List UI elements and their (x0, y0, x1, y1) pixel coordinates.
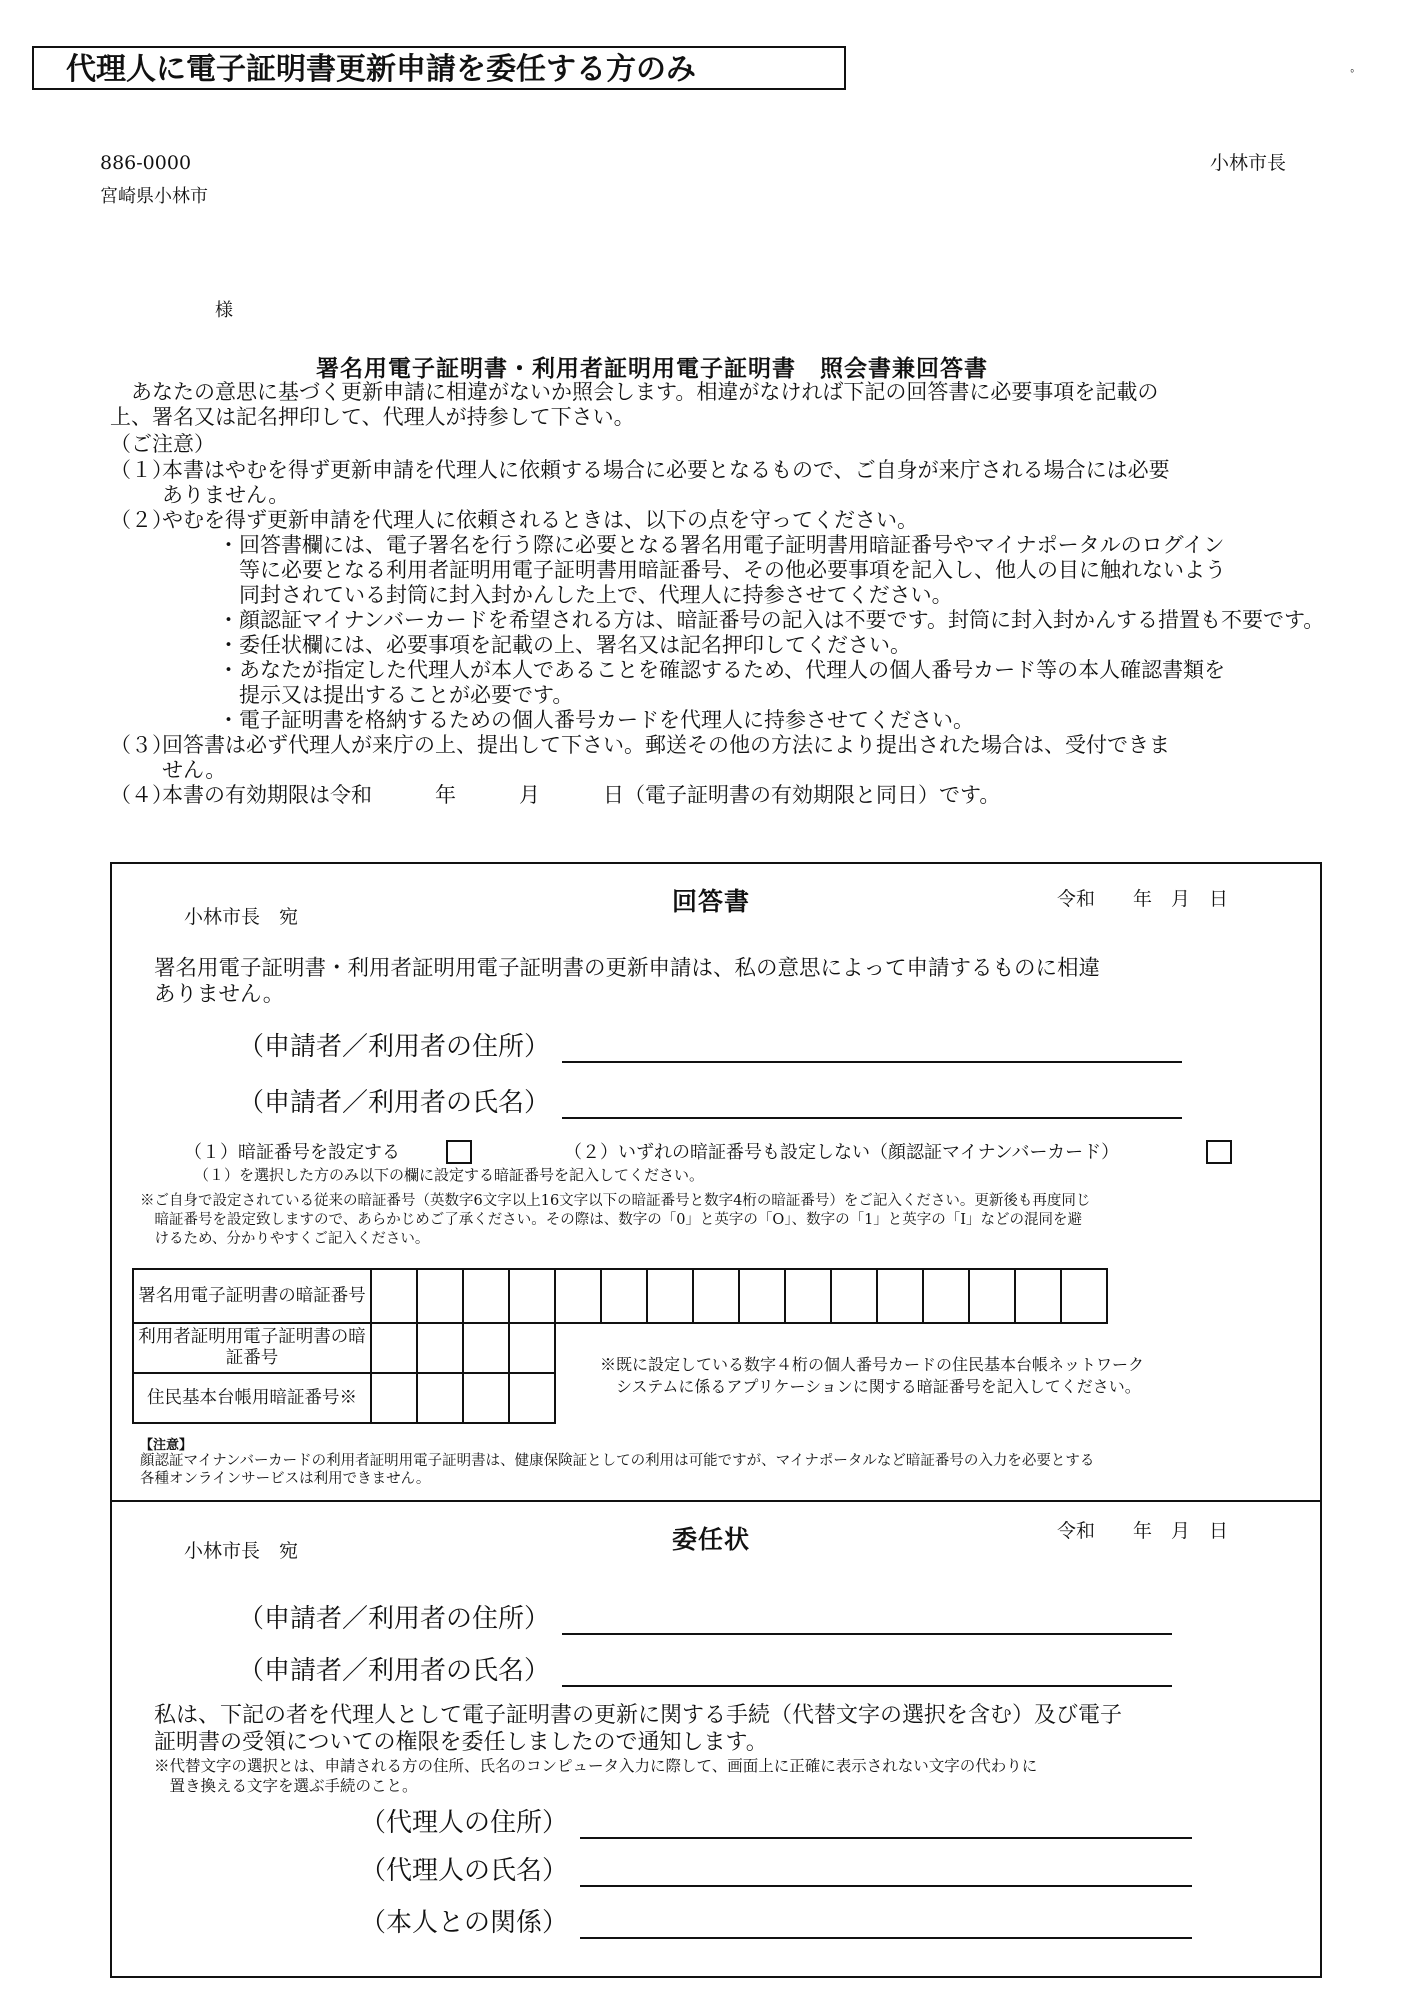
document-header: 代理人に電子証明書更新申請を委任する方のみ (32, 46, 846, 90)
option-no-pin-label: （２）いずれの暗証番号も設定しない（顔認証マイナンバーカード） (564, 1142, 1120, 1163)
note-line: 提示又は提出することが必要です。 (218, 683, 574, 707)
note-item (110, 783, 1340, 808)
caution-heading: 【注意】 (140, 1438, 193, 1453)
note-line: 等に必要となる利用者証明用電子証明書用暗証番号、その他必要事項を記入し、他人の目に触れないよう (218, 558, 1226, 582)
pin-side-note (600, 1354, 1144, 1398)
proxy-addressee: 小林市長 宛 (184, 1540, 299, 1562)
note-item (110, 458, 1340, 508)
notes-heading: （ご注意） (110, 432, 215, 456)
corner-mark: ﾟ (1350, 69, 1357, 85)
signature-pin-cell[interactable] (739, 1269, 785, 1323)
signature-pin-cell[interactable] (555, 1269, 601, 1323)
pin-table (132, 1268, 1108, 1424)
user-pin-cell[interactable] (417, 1323, 463, 1373)
user-pin-cell[interactable] (371, 1323, 417, 1373)
proxy-statement (154, 1702, 1122, 1756)
note-line: せん。 (162, 758, 227, 782)
signature-pin-cell[interactable] (877, 1269, 923, 1323)
pin-side-note-line: システムに係るアプリケーションに関する暗証番号を記入してください。 (600, 1377, 1141, 1396)
note-line: 本書の有効期限は令和 年 月 日（電子証明書の有効期限と同日）です。 (162, 783, 1001, 807)
option1-note: （１）を選択した方のみ以下の欄に設定する暗証番号を記入してください。 (194, 1166, 705, 1184)
answer-statement-line: ありません。 (154, 982, 285, 1007)
proxy-section (110, 1500, 1322, 1978)
signature-pin-cell[interactable] (417, 1269, 463, 1323)
applicant-address-field[interactable] (238, 1026, 1182, 1063)
signature-pin-cell[interactable] (923, 1269, 969, 1323)
juki-pin-cell[interactable] (371, 1373, 417, 1423)
proxy-applicant-name-line[interactable] (562, 1661, 1172, 1687)
answer-date: 令和 年 月 日 (1057, 888, 1229, 910)
answer-statement-line: 署名用電子証明書・利用者証明用電子証明書の更新申請は、私の意思によって申請するものに相違 (154, 956, 1101, 981)
inquiry-intro (110, 380, 1158, 430)
signature-pin-cell[interactable] (647, 1269, 693, 1323)
pin-row-juki-label: 住民基本台帳用暗証番号※ (133, 1373, 371, 1423)
proxy-applicant-address-label: （申請者／利用者の住所） (238, 1604, 551, 1634)
note-item (110, 533, 1340, 608)
proxy-statement-line: 私は、下記の者を代理人として電子証明書の更新に関する手続（代替文字の選択を含む）及び電子 (154, 1703, 1123, 1728)
pin-side-note-line: ※既に設定している数字４桁の個人番号カードの住民基本台帳ネットワーク (600, 1355, 1145, 1374)
answer-statement (154, 956, 1100, 1008)
note-number: （１） (110, 458, 173, 482)
relation-line[interactable] (580, 1913, 1192, 1939)
proxy-applicant-name-field[interactable] (238, 1650, 1172, 1687)
signature-pin-cell[interactable] (969, 1269, 1015, 1323)
proxy-note (154, 1756, 1037, 1796)
agent-address-line[interactable] (580, 1813, 1192, 1839)
note-line: ・回答書欄には、電子署名を行う際に必要となる署名用電子証明書用暗証番号やマイナポータルのログイン (218, 533, 1225, 557)
caution-line: 顔認証マイナンバーカードの利用者証明用電子証明書は、健康保険証としての利用は可能ですが、マイナポータルなど暗証番号の入力を必要とする (140, 1453, 1095, 1469)
agent-name-label: （代理人の氏名） (360, 1856, 569, 1886)
note-number: （４） (110, 783, 173, 807)
option-no-pin-checkbox[interactable] (1206, 1140, 1232, 1164)
note-number (110, 633, 162, 658)
applicant-name-label: （申請者／利用者の氏名） (238, 1088, 551, 1118)
note-line: ・あなたが指定した代理人が本人であることを確認するため、代理人の個人番号カード等の本人確認書類を (218, 658, 1226, 682)
notes-list (110, 458, 1340, 808)
note-item (110, 658, 1340, 708)
signature-pin-cell[interactable] (371, 1269, 417, 1323)
agent-address-label: （代理人の住所） (360, 1808, 569, 1838)
relation-field[interactable] (360, 1902, 1192, 1939)
agent-name-field[interactable] (360, 1850, 1192, 1887)
pin-note (140, 1192, 1090, 1249)
proxy-note-line: ※代替文字の選択とは、申請される方の住所、氏名のコンピュータ入力に際して、画面上に正確に表示されない文字の代わりに (154, 1757, 1038, 1775)
signature-pin-cell[interactable] (1061, 1269, 1107, 1323)
note-line: ・電子証明書を格納するための個人番号カードを代理人に持参させてください。 (218, 708, 974, 732)
proxy-date: 令和 年 月 日 (1057, 1520, 1229, 1542)
note-line: ありません。 (162, 483, 290, 507)
proxy-applicant-address-field[interactable] (238, 1598, 1172, 1635)
signature-pin-cell[interactable] (463, 1269, 509, 1323)
pin-note-line: 暗証番号を設定致しますので、あらかじめご了承ください。その際は、数字の「0」と英字の「O」、数字の「1」と英字の「I」などの混同を避 (140, 1212, 1083, 1228)
applicant-name-field[interactable] (238, 1082, 1182, 1119)
sender: 小林市長 (1210, 152, 1287, 174)
applicant-name-line[interactable] (562, 1093, 1182, 1119)
signature-pin-cell[interactable] (509, 1269, 555, 1323)
juki-pin-cell[interactable] (509, 1373, 555, 1423)
proxy-applicant-address-line[interactable] (562, 1609, 1172, 1635)
signature-pin-cell[interactable] (693, 1269, 739, 1323)
note-number (110, 708, 162, 733)
pin-note-line: けるため、分かりやすくご記入ください。 (140, 1231, 430, 1247)
signature-pin-cell[interactable] (601, 1269, 647, 1323)
intro-line: あなたの意思に基づく更新申請に相違がないか照会します。相違がなければ下記の回答書に必要事項を記載の (110, 380, 1159, 404)
note-number: （３） (110, 733, 173, 757)
applicant-address-line[interactable] (562, 1037, 1182, 1063)
user-pin-cell[interactable] (509, 1323, 555, 1373)
juki-pin-cell[interactable] (417, 1373, 463, 1423)
proxy-title: 委任状 (672, 1525, 751, 1554)
proxy-statement-line: 証明書の受領についての権限を委任しましたので通知します。 (154, 1730, 768, 1755)
note-number: （２） (110, 508, 173, 532)
note-item (110, 733, 1340, 783)
pin-row-user-label: 利用者証明用電子証明書の暗証番号 (133, 1323, 371, 1373)
note-line: やむを得ず更新申請を代理人に依頼されるときは、以下の点を守ってください。 (162, 508, 918, 532)
note-line: 回答書は必ず代理人が来庁の上、提出して下さい。郵送その他の方法により提出された場合は、受付できま (162, 733, 1170, 757)
note-item (110, 708, 1340, 733)
note-line: 同封されている封筒に封入封かんした上で、代理人に持参させてください。 (218, 583, 953, 607)
recipient-honorific: 様 (215, 300, 233, 321)
user-pin-cell[interactable] (463, 1323, 509, 1373)
proxy-note-line: 置き換える文字を選ぶ手続のこと。 (154, 1777, 418, 1795)
note-line: ・委任状欄には、必要事項を記載の上、署名又は記名押印してください。 (218, 633, 911, 657)
agent-address-field[interactable] (360, 1802, 1192, 1839)
note-item (110, 633, 1340, 658)
recipient-postal: 886-0000 (100, 152, 192, 174)
relation-label: （本人との関係） (360, 1908, 569, 1938)
pin-row-signature-label: 署名用電子証明書の暗証番号 (133, 1269, 371, 1323)
answer-addressee: 小林市長 宛 (184, 906, 299, 928)
answer-title: 回答書 (672, 887, 751, 916)
signature-pin-cell[interactable] (831, 1269, 877, 1323)
pin-note-line: ※ご自身で設定されている従来の暗証番号（英数字6文字以上16文字以下の暗証番号と数字4桁の暗証番号）をご記入ください。更新後も再度同じ (140, 1193, 1091, 1209)
agent-name-line[interactable] (580, 1861, 1192, 1887)
answer-section (110, 862, 1322, 1502)
note-line: ・顔認証マイナンバーカードを希望される方は、暗証番号の記入は不要です。封筒に封入封かんする措置も不要です。 (218, 608, 1325, 632)
note-number (110, 608, 162, 633)
option-set-pin-label: （１）暗証番号を設定する (184, 1142, 400, 1163)
juki-pin-cell[interactable] (463, 1373, 509, 1423)
applicant-address-label: （申請者／利用者の住所） (238, 1032, 551, 1062)
note-item (110, 508, 1340, 533)
inquiry-title: 署名用電子証明書・利用者証明用電子証明書 照会書兼回答書 (316, 355, 988, 382)
intro-line: 上、署名又は記名押印して、代理人が持参して下さい。 (110, 405, 635, 429)
caution-text (140, 1452, 1094, 1488)
note-number (110, 658, 162, 708)
signature-pin-cell[interactable] (1015, 1269, 1061, 1323)
note-item (110, 608, 1340, 633)
caution-line: 各種オンラインサービスは利用できません。 (140, 1471, 431, 1487)
note-number (110, 533, 162, 608)
note-line: 本書はやむを得ず更新申請を代理人に依頼する場合に必要となるもので、ご自身が来庁される場合には必要 (162, 458, 1170, 482)
signature-pin-cell[interactable] (785, 1269, 831, 1323)
proxy-applicant-name-label: （申請者／利用者の氏名） (238, 1656, 551, 1686)
option-set-pin-checkbox[interactable] (446, 1140, 472, 1164)
recipient-address: 宮崎県小林市 (100, 186, 208, 207)
